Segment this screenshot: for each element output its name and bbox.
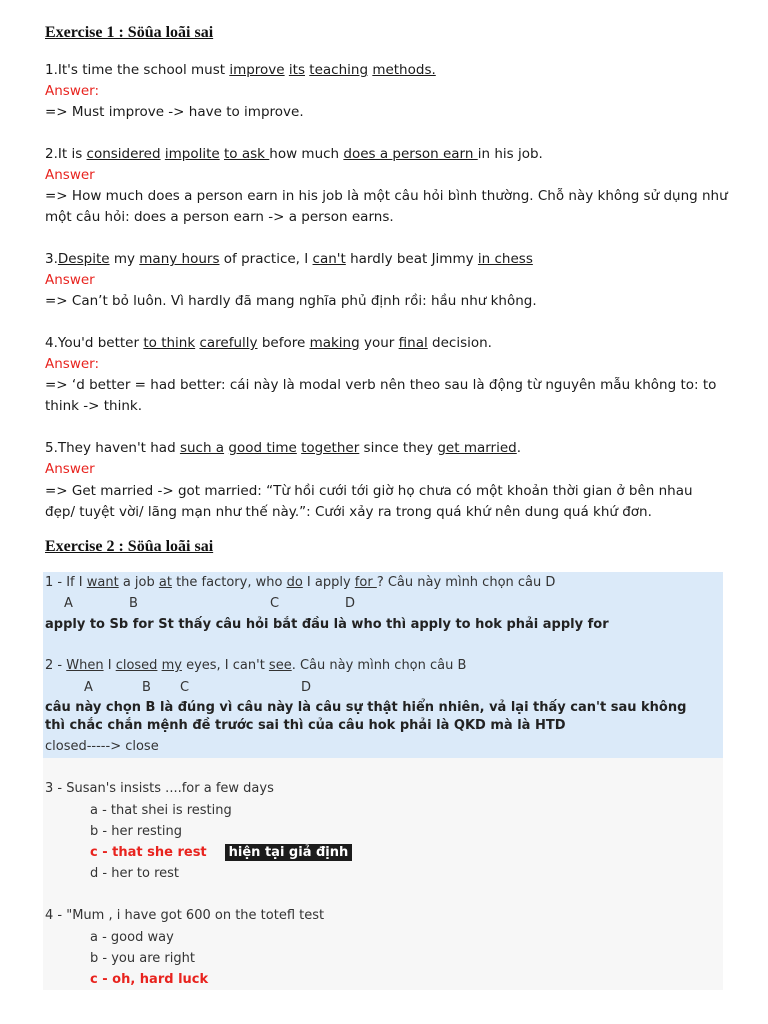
ex1-q5-answer-label: Answer [45, 461, 95, 477]
ex2-q4-question: 4 - "Mum , i have got 600 on the totefl test [45, 908, 325, 923]
ex2-q2-letter-d: D [301, 680, 312, 695]
ex2-q4-option-c: c - oh, hard luck [90, 972, 209, 987]
ex1-q4-answer-label: Answer: [45, 356, 100, 372]
ex2-q3-option-a: a - that shei is resting [90, 803, 232, 818]
ex2-q2-letter-c: C [180, 680, 190, 695]
ex2-q2-letter-b: B [142, 680, 151, 695]
ex2-q2-correction: closed-----> close [45, 739, 159, 754]
ex1-q3-answer: => Can’t bỏ luôn. Vì hardly đã mang nghĩa phủ định rồi: hầu như không. [45, 293, 537, 309]
ex2-q2-letter-a: A [84, 680, 93, 695]
ex2-q1-explanation: apply to Sb for St thấy câu hỏi bắt đầu là who thì apply to hok phải apply for [45, 617, 609, 632]
ex1-q2-answer-line2: một câu hỏi: does a person earn -> a person earns. [45, 209, 394, 225]
ex2-q1-letter-b: B [129, 596, 138, 611]
ex2-q3-option-c: c - that she rest hiện tại giả định [90, 843, 352, 863]
ex1-q4: 4.You'd better to think carefully before making your final decision. [45, 335, 492, 351]
ex1-q4-answer-line1: => ‘d better = had better: cái này là modal verb nên theo sau là động từ nguyên mẫu không to: to [45, 377, 717, 393]
ex2-q1: 1 - If I want a job at the factory, who do I apply for ? Câu này mình chọn câu D [45, 575, 556, 590]
ex1-q2-answer-line1: => How much does a person earn in his job là một câu hỏi bình thường. Chỗ này không sử dụng như [45, 188, 728, 204]
ex2-q3-note: hiện tại giả định [225, 844, 353, 861]
ex1-q1-answer: => Must improve -> have to improve. [45, 104, 304, 120]
ex2-q4-option-b: b - you are right [90, 951, 195, 966]
ex2-q2-explanation-line1: câu này chọn B là đúng vì câu này là câu sự thật hiển nhiên, vả lại thấy can't sau không [45, 700, 687, 715]
ex2-q2-explanation-line2: thì chắc chắn mệnh đề trước sai thì của câu hok phải là QKD mà là HTD [45, 718, 566, 733]
exercise2-title: Exercise 2 : Söûa loãi sai [45, 538, 214, 555]
ex2-q4-option-a: a - good way [90, 930, 174, 945]
ex1-q2-answer-label: Answer [45, 167, 95, 183]
ex2-q1-letter-d: D [345, 596, 356, 611]
ex2-q2: 2 - When I closed my eyes, I can't see. Câu này mình chọn câu B [45, 658, 467, 673]
ex2-q3-question: 3 - Susan's insists ....for a few days [45, 781, 274, 796]
ex1-q2: 2.It is considered impolite to ask how much does a person earn in his job. [45, 146, 543, 162]
ex2-q1-letter-a: A [64, 596, 73, 611]
exercise1-title: Exercise 1 : Söûa loãi sai [45, 24, 214, 41]
ex1-q3-answer-label: Answer [45, 272, 95, 288]
ex2-q3-option-d: d - her to rest [90, 866, 180, 881]
ex1-q3: 3.Despite my many hours of practice, I can't hardly beat Jimmy in chess [45, 251, 533, 267]
ex1-q5: 5.They haven't had such a good time together since they get married. [45, 440, 522, 456]
ex1-q1-answer-label: Answer: [45, 83, 100, 99]
ex2-q1-letter-c: C [270, 596, 280, 611]
ex1-q4-answer-line2: think -> think. [45, 398, 143, 414]
ex1-q1: 1.It's time the school must improve its teaching methods. [45, 62, 436, 78]
ex1-q5-answer-line1: => Get married -> got married: “Từ hồi cưới tới giờ họ chưa có một khoản thời gian ở bên nhau [45, 483, 693, 499]
ex1-q5-answer-line2: đẹp/ tuyệt vời/ lãng mạn như thế này.”: Cưới xảy ra trong quá khứ nên dung quá khứ đơn. [45, 504, 652, 520]
ex2-q3-option-b: b - her resting [90, 824, 182, 839]
